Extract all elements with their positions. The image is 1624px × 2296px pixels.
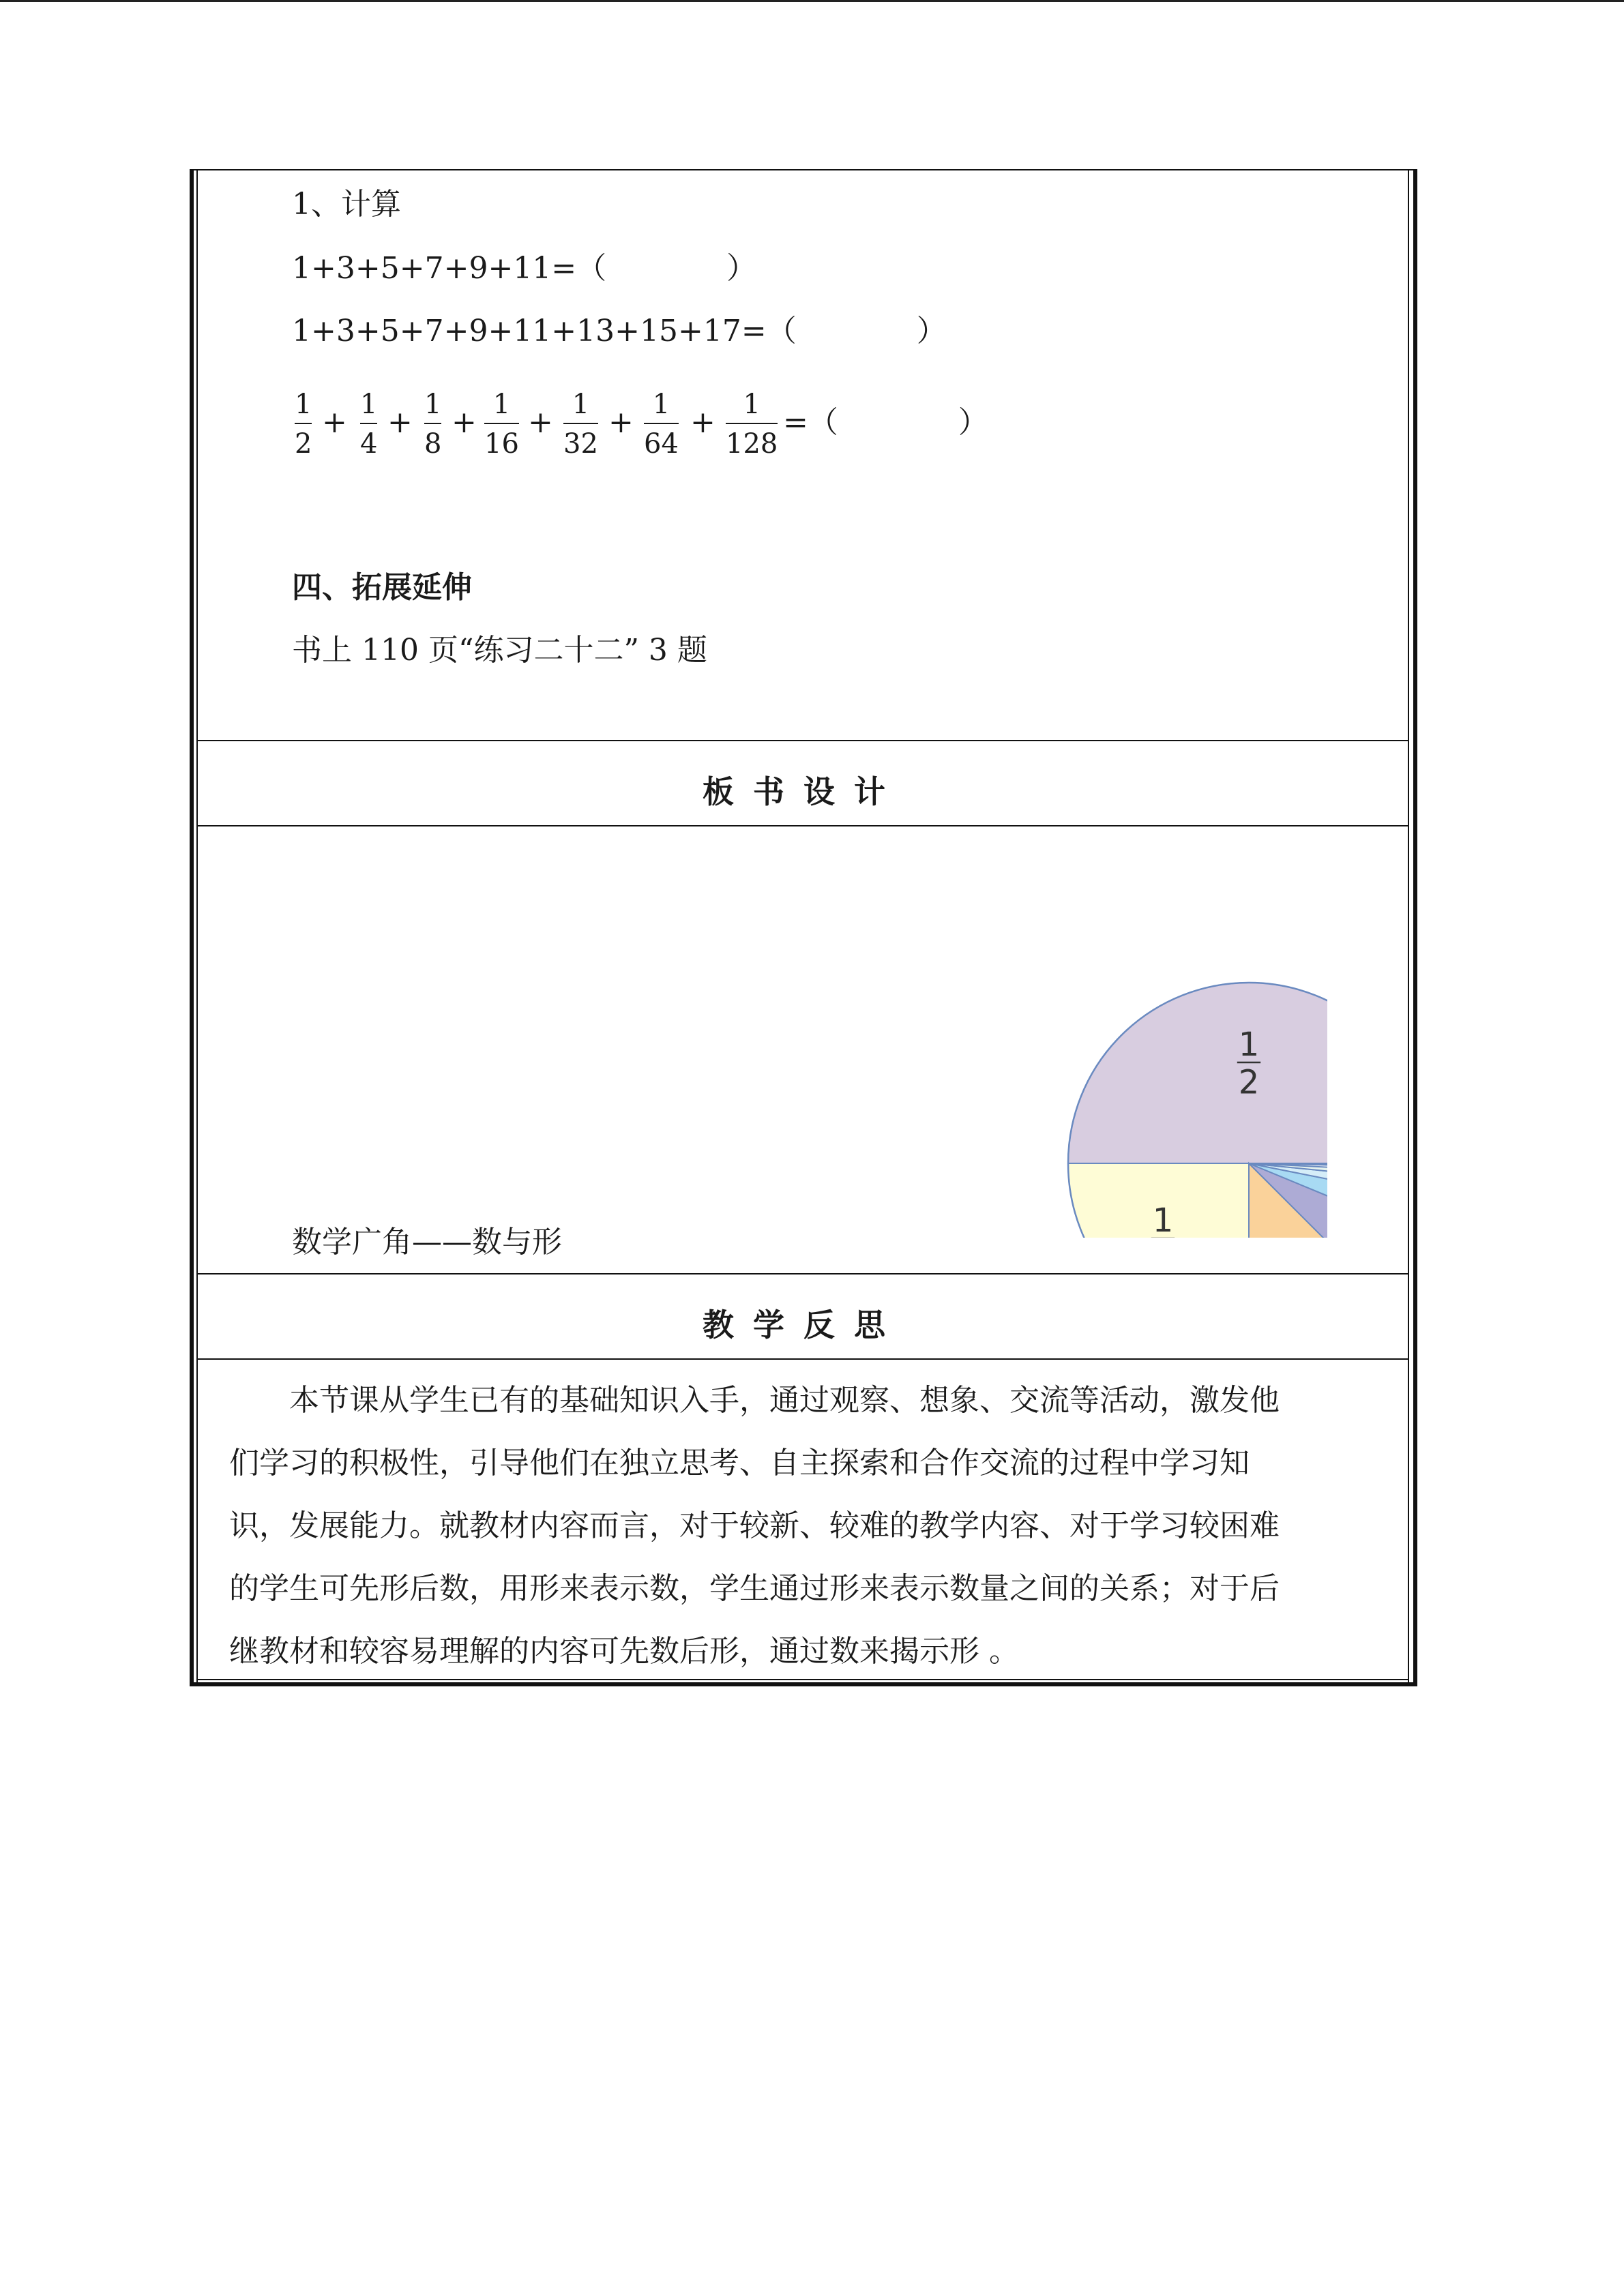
- lesson-table: [190, 169, 1417, 1686]
- board-design-caption: 数学广角——数与形: [292, 1225, 562, 1259]
- table-left-border-outer: [190, 169, 194, 1686]
- denominator: 8: [424, 428, 442, 460]
- plus-sign: +: [528, 405, 553, 440]
- numerator: 1: [652, 389, 670, 420]
- table-top-border: [190, 169, 1417, 170]
- reflection-line: 本节课从学生已有的基础知识入手，通过观察、想象、交流等活动，激发他: [289, 1383, 1280, 1418]
- table-right-border-outer: [1413, 169, 1417, 1686]
- reflection-line: 的学生可先形后数，用形来表示数，学生通过形来表示数量之间的关系；对于后: [229, 1571, 1280, 1606]
- denominator: 64: [644, 428, 679, 460]
- denominator: 128: [726, 428, 778, 460]
- page-top-rule: [0, 0, 1624, 2]
- fraction-term: [424, 391, 441, 458]
- table-left-border-inner: [196, 169, 198, 1683]
- denominator: 4: [360, 428, 378, 460]
- pie-slice-label: [1151, 1202, 1175, 1238]
- table-right-border-inner: [1408, 169, 1409, 1683]
- pie-label-denominator: 2: [1238, 1063, 1260, 1102]
- fraction-term: [360, 391, 377, 458]
- plus-sign: +: [322, 405, 347, 440]
- pie-label-numerator: 1: [1238, 1026, 1260, 1064]
- fraction-term: [726, 391, 778, 458]
- practice-heading: 1、计算: [292, 187, 401, 222]
- numerator: 1: [295, 389, 312, 420]
- pie-slice: [1068, 983, 1327, 1163]
- extension-text: 书上 110 页“练习二十二” 3 题: [292, 633, 707, 668]
- numerator: 1: [424, 389, 442, 420]
- numerator: 1: [572, 389, 590, 420]
- fraction-sum-tail: =（ ）: [783, 405, 988, 440]
- numerator: 1: [492, 389, 511, 420]
- plus-sign: +: [452, 405, 477, 440]
- plus-sign: +: [387, 405, 413, 440]
- pie-label-numerator: 1: [1152, 1202, 1174, 1238]
- reflection-paragraph: [229, 1369, 1382, 1683]
- denominator: 2: [295, 428, 312, 460]
- denominator: 32: [563, 428, 598, 460]
- row-divider-3: [196, 1273, 1409, 1274]
- practice-line-1: 1+3+5+7+9+11=（ ）: [292, 251, 757, 286]
- numerator: 1: [743, 389, 761, 420]
- fraction-pie-chart: [904, 826, 1327, 1238]
- row-divider-4: [196, 1358, 1409, 1360]
- extension-heading: 四、拓展延伸: [292, 570, 472, 605]
- fraction-term: [484, 391, 519, 458]
- board-design-header: 板书设计: [703, 773, 904, 810]
- row-divider-1: [196, 740, 1409, 741]
- fraction-term: [644, 391, 679, 458]
- reflection-line: 继教材和较容易理解的内容可先数后形，通过数来揭示形 。: [229, 1634, 1019, 1669]
- fraction-term: [295, 391, 312, 458]
- denominator: 16: [484, 428, 519, 460]
- numerator: 1: [360, 389, 378, 420]
- reflection-line: 们学习的积极性，引导他们在独立思考、自主探索和合作交流的过程中学习知: [229, 1446, 1250, 1480]
- reflection-line: 识，发展能力。就教材内容而言，对于较新、较难的教学内容、对于学习较困难: [229, 1508, 1280, 1543]
- fraction-term: [563, 391, 598, 458]
- plus-sign: +: [690, 405, 715, 440]
- pie-slice-label: [1237, 1026, 1260, 1102]
- reflection-header: 教学反思: [703, 1307, 904, 1343]
- plus-sign: +: [608, 405, 634, 440]
- practice-line-2: 1+3+5+7+9+11+13+15+17=（ ）: [292, 314, 947, 348]
